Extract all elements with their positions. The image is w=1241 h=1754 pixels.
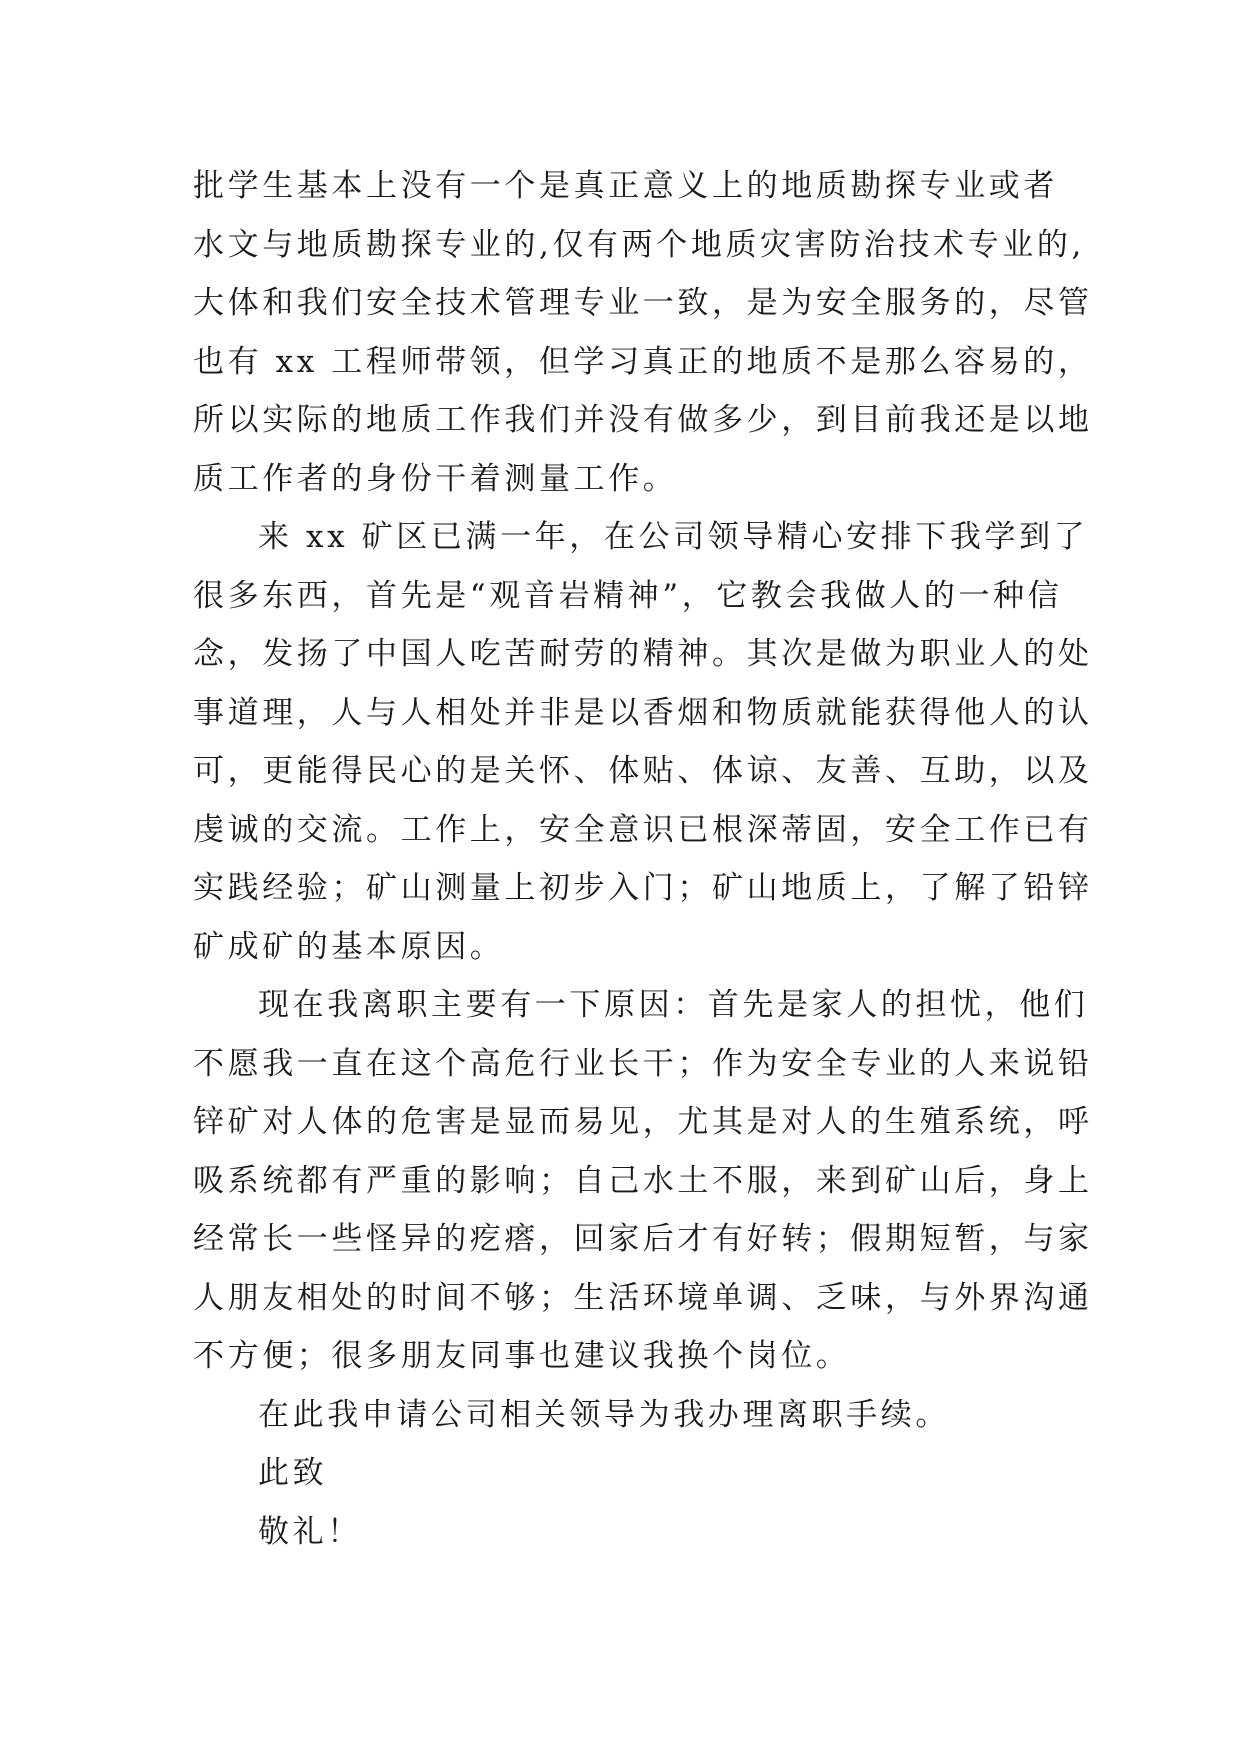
- text-line: 不愿我一直在这个高危行业长干；作为安全专业的人来说铅: [193, 1045, 1093, 1082]
- text-line: 可，更能得民心的是关怀、体贴、体谅、友善、互助，以及: [193, 753, 1093, 789]
- text-line: 质工作者的身份干着测量工作。: [193, 460, 678, 497]
- text-line: 人朋友相处的时间不够；生活环境单调、乏味，与外界沟通: [193, 1279, 1093, 1316]
- text-line: 吸系统都有严重的影响；自己水土不服，来到矿山后，身上: [193, 1162, 1093, 1199]
- letter-body: [193, 157, 1093, 1561]
- text-line: 在此我申请公司相关领导为我办理离职手续。: [258, 1396, 950, 1433]
- text-line: 念，发扬了中国人吃苦耐劳的精神。其次是做为职业人的处: [193, 636, 1093, 672]
- text-line: 实践经验；矿山测量上初步入门；矿山地质上，了解了铅锌: [193, 870, 1093, 906]
- text-line: 经常长一些怪异的疙瘩，回家后才有好转；假期短暂，与家: [193, 1221, 1093, 1257]
- text-line: 水文与地质勘探专业的,仅有两个地质灾害防治技术专业的,: [193, 226, 1085, 263]
- text-line: 现在我离职主要有一下原因：首先是家人的担忧，他们: [258, 987, 1089, 1023]
- text-line: 大体和我们安全技术管理专业一致，是为安全服务的，尽管: [193, 285, 1093, 321]
- text-line: 来 xx 矿区已满一年，在公司领导精心安排下我学到了: [258, 519, 1089, 555]
- text-line: 锌矿对人体的危害是显而易见，尤其是对人的生殖系统，呼: [193, 1104, 1093, 1140]
- text-line: 批学生基本上没有一个是真正意义上的地质勘探专业或者: [193, 168, 1058, 204]
- text-line: 也有 xx 工程师带领，但学习真正的地质不是那么容易的，: [193, 343, 1093, 380]
- text-line: 很多东西，首先是“观音岩精神”，它教会我做人的一种信: [193, 577, 1063, 614]
- text-line: 矿成矿的基本原因。: [193, 928, 505, 965]
- text-line: 所以实际的地质工作我们并没有做多少，到目前我还是以地: [193, 402, 1093, 438]
- text-line: 敬礼！: [258, 1513, 362, 1550]
- text-line: 事道理，人与人相处并非是以香烟和物质就能获得他人的认: [193, 694, 1093, 731]
- text-line: 虔诚的交流。工作上，安全意识已根深蒂固，安全工作已有: [193, 811, 1093, 848]
- text-line: 此致: [258, 1455, 328, 1491]
- text-line: 不方便；很多朋友同事也建议我换个岗位。: [193, 1338, 851, 1374]
